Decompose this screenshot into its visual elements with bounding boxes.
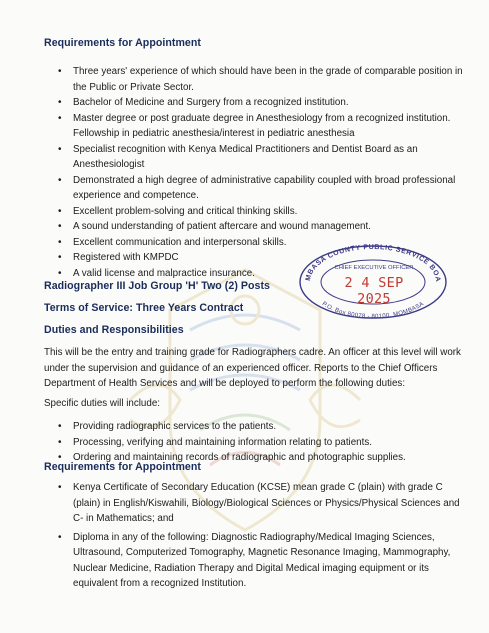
list-item: • Three years' experience of which should have been in the grade of comparable position in the Public or Private Sector. <box>44 64 472 95</box>
terms-of-service: Terms of Service: Three Years Contract <box>44 302 244 314</box>
list-item: • Demonstrated a high degree of administrative capability coupled with broad professional experience and competence. <box>44 173 472 204</box>
list-item: • Kenya Certificate of Secondary Education (KCSE) mean grade C (plain) with grade C (plain) in English/Kiswahili, Biology/Biological Sciences or Physics/Physical Sciences and C- in Mathematics; and <box>44 480 472 527</box>
list-item: • Master degree or post graduate degree in Anesthesiology from a recognized institution. Fellowship in pediatric anesthesia/interest in pediatric anesthesia <box>44 111 472 142</box>
stamp-officer-title: CHIEF EXECUTIVE OFFICER <box>334 265 414 271</box>
list-item: • Processing, verifying and maintaining information relating to patients. <box>44 435 472 451</box>
list-item: • Excellent communication and interpersonal skills. <box>44 235 472 251</box>
requirements-list-2 <box>44 480 472 592</box>
post-title: Radiographer III Job Group 'H' Two (2) Posts <box>44 280 270 292</box>
requirements-heading-2: Requirements for Appointment <box>44 461 201 473</box>
list-item: • A valid license and malpractice insurance. <box>44 266 472 282</box>
list-item: • Specialist recognition with Kenya Medical Practitioners and Dentist Board as an Anesthesiologist <box>44 142 472 173</box>
list-item: • Bachelor of Medicine and Surgery from a recognized institution. <box>44 95 472 111</box>
stamp-ring-text: MBASA COUNTY PUBLIC SERVICE BOA <box>304 244 442 283</box>
intro-paragraph: This will be the entry and training grade for Radiographers cadre. An officer at this level will work under the supervision and guidance of an experienced officer. Reports to the Chief Officers Department of Health Services and will be deployed to perform the following duties: <box>44 347 461 389</box>
list-item: • Registered with KMPDC <box>44 250 472 266</box>
list-item: • Ordering and maintaining records of radiographic and photographic supplies. <box>44 450 472 466</box>
list-item: • Providing radiographic services to the patients. <box>44 419 472 435</box>
official-stamp <box>298 244 448 320</box>
list-item: • Excellent problem-solving and critical thinking skills. <box>44 204 472 220</box>
requirements-heading: Requirements for Appointment <box>44 37 201 49</box>
stamp-address: P.O. Box 80078 - 80100, MOMBASA <box>320 301 426 320</box>
stamp-date: 2 4 SEP 2025 <box>344 275 404 307</box>
duties-heading: Duties and Responsibilities <box>44 324 184 336</box>
duties-list <box>44 419 472 466</box>
list-item: • Diploma in any of the following: Diagnostic Radiography/Medical Imaging Sciences, Ultrasound, Computerized Tomography, Magnetic Resonance Imaging, Mammography, Nuclear Medicine, Radiation Therapy and Digital Medical imaging equipment or its equivalent from a recognized Institution. <box>44 530 472 592</box>
specific-duties-label: Specific duties will include: <box>44 398 160 409</box>
list-item: • A sound understanding of patient aftercare and wound management. <box>44 219 472 235</box>
